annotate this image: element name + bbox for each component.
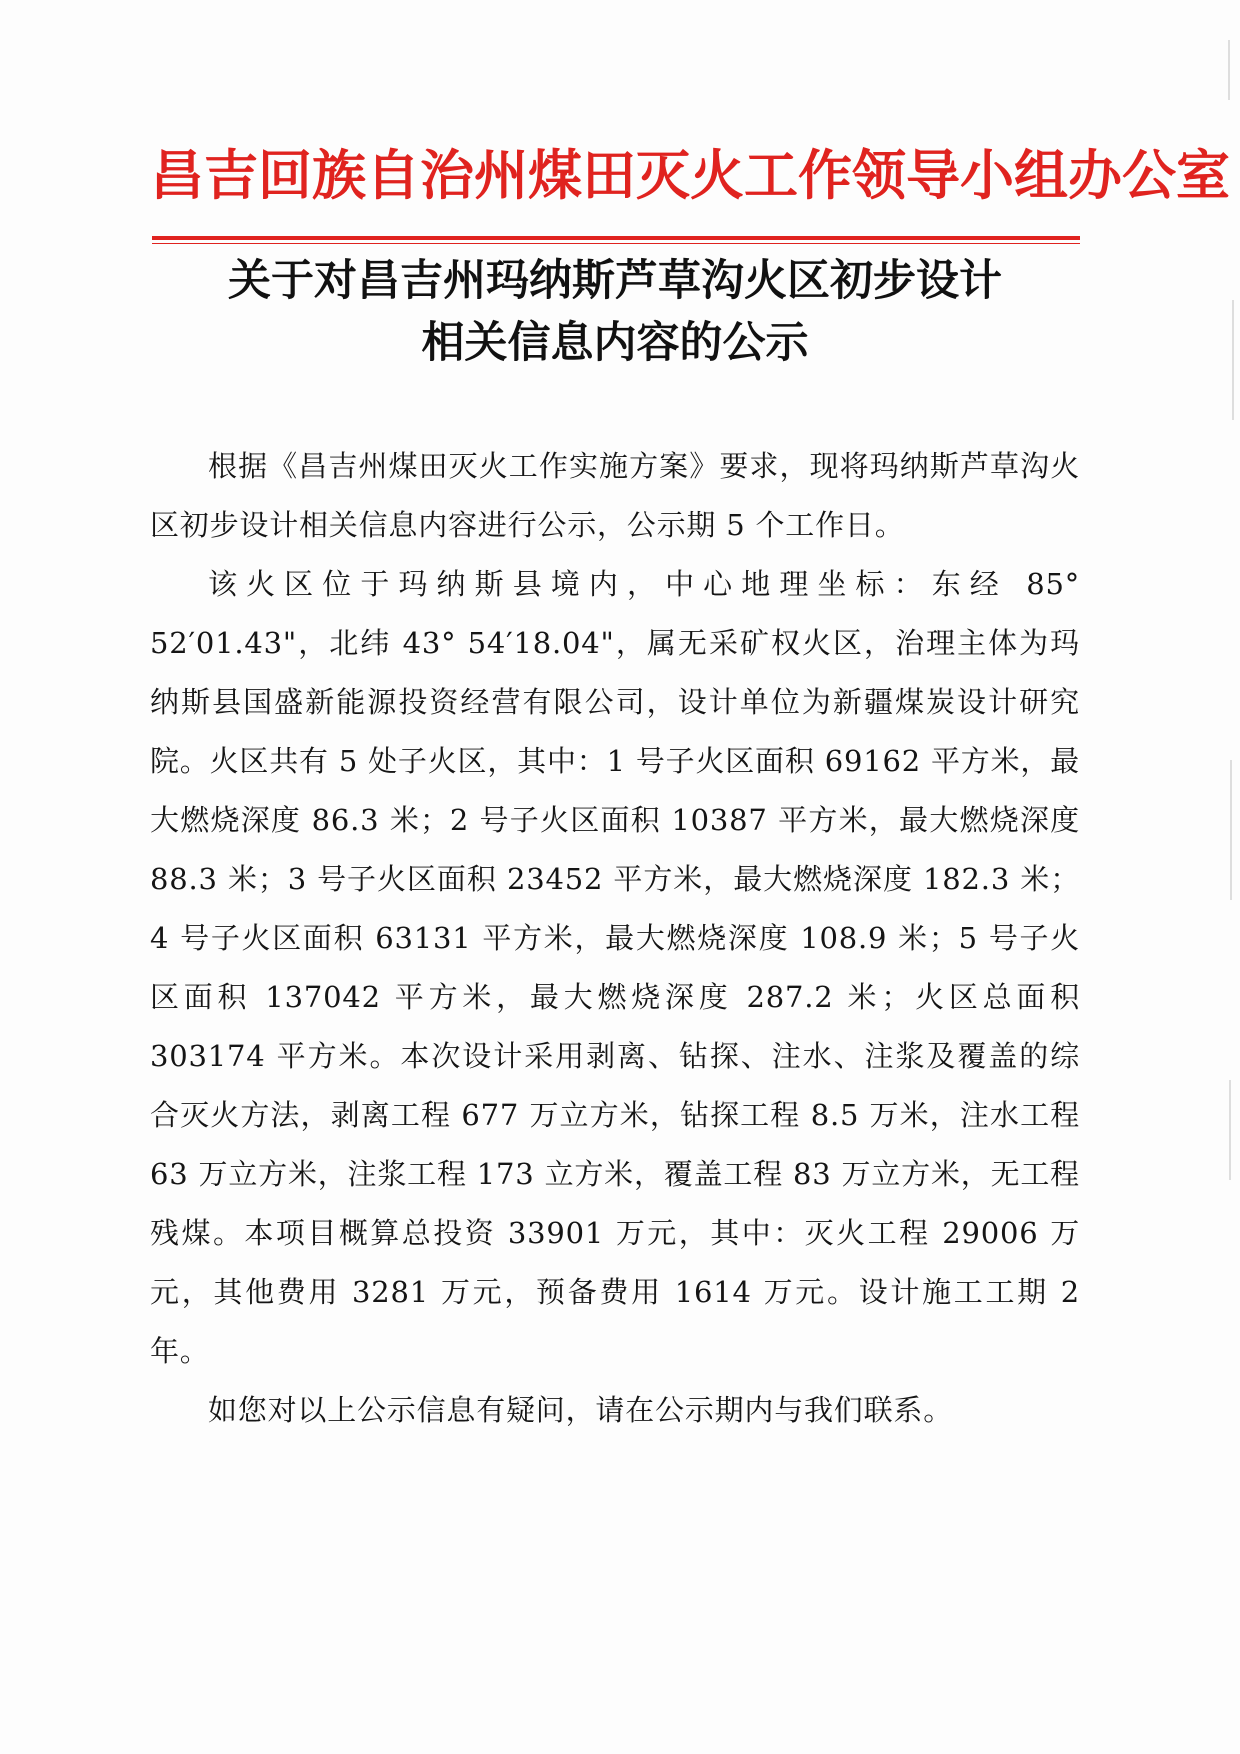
- notice-body: [150, 437, 1080, 1440]
- paragraph-details: 该火区位于玛纳斯县境内，中心地理坐标：东经 85° 52′01.43"，北纬 43° 54′18.04"，属无采矿权火区，治理主体为玛纳斯县国盛新能源投资经营有限公司，设计单位为新疆煤炭设计研究院。火区共有 5 处子火区，其中：1 号子火区面积 69162 平方米，最大燃烧深度 86.3 米；2 号子火区面积 10387 平方米，最大燃烧深度 88.3 米；3 号子火区面积 23452 平方米，最大燃烧深度 182.3 米；4 号子火区面积 63131 平方米，最大燃烧深度 108.9 米；5 号子火区面积 137042 平方米，最大燃烧深度 287.2 米；火区总面积 303174 平方米。本次设计采用剥离、钻探、注水、注浆及覆盖的综合灭火方法，剥离工程 677 万立方米，钻探工程 8.5 万米，注水工程 63 万立方米，注浆工程 173 立方米，覆盖工程 83 万立方米，无工程残煤。本项目概算总投资 33901 万元，其中：灭火工程 29006 万元，其他费用 3281 万元，预备费用 1614 万元。设计施工工期 2 年。: [150, 567, 1080, 1368]
- issuing-office-header: 昌吉回族自治州煤田灭火工作领导小组办公室: [150, 143, 1230, 207]
- notice-title-line-1: 关于对昌吉州玛纳斯芦草沟火区初步设计: [228, 256, 1002, 306]
- scan-edge-mark: [1229, 1080, 1231, 1180]
- notice-title-line-2: 相关信息内容的公示: [421, 318, 809, 368]
- notice-title: [150, 250, 1080, 374]
- header-red-rule: [152, 236, 1080, 240]
- paragraph-contact: 如您对以上公示信息有疑问，请在公示期内与我们联系。: [208, 1393, 954, 1427]
- header-red-rule-thin: [152, 243, 1080, 244]
- scan-edge-mark: [1230, 760, 1232, 900]
- paragraph-intro: 根据《昌吉州煤田灭火工作实施方案》要求，现将玛纳斯芦草沟火区初步设计相关信息内容进行公示，公示期 5 个工作日。: [150, 449, 1080, 542]
- scan-edge-mark: [1232, 300, 1234, 420]
- scan-edge-mark: [1228, 40, 1230, 100]
